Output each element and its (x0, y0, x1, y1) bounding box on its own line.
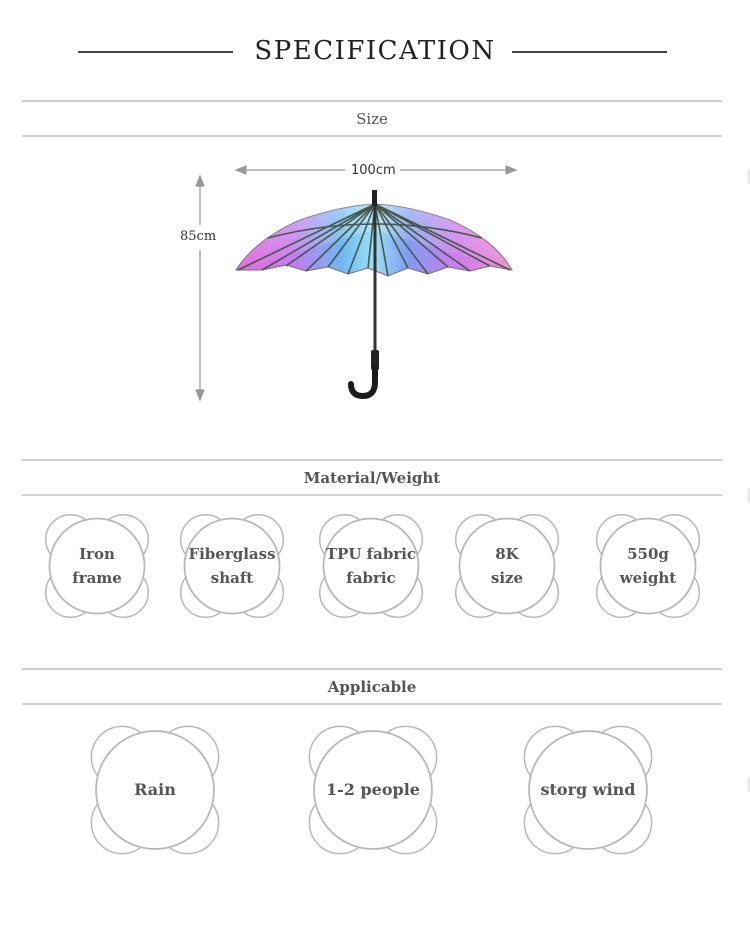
section-header-applicable (22, 668, 722, 705)
material-line1: 550g (627, 545, 669, 563)
divider (22, 459, 722, 461)
width-dimension-label: 100cm (351, 163, 396, 178)
material-badge-text (594, 512, 702, 620)
section-label-material: Material/Weight (303, 469, 441, 487)
material-line2: shaft (210, 569, 254, 587)
divider (22, 100, 722, 102)
page-title: SPECIFICATION (254, 36, 496, 66)
material-badge-text (178, 512, 286, 620)
material-line1: 8K (495, 545, 519, 563)
material-badge (43, 512, 151, 620)
applicable-badge (306, 723, 440, 857)
material-badge (453, 512, 561, 620)
applicable-badge (521, 723, 655, 857)
height-dimension-label: 85cm (180, 229, 217, 244)
material-badge-text (317, 512, 425, 620)
material-line2: frame (72, 569, 122, 587)
section-header-size (22, 100, 722, 137)
material-line2: fabric (346, 569, 396, 587)
height-arrow (196, 176, 204, 400)
divider (22, 668, 722, 670)
section-label-applicable: Applicable (327, 678, 417, 696)
material-line1: Fiberglass (188, 545, 276, 563)
umbrella-diagram (0, 150, 750, 450)
material-badge-text (453, 512, 561, 620)
section-header-material (22, 459, 722, 496)
material-badge (178, 512, 286, 620)
material-badge (594, 512, 702, 620)
material-line1: Iron (79, 545, 115, 563)
applicable-badge-text: 1-2 people (326, 780, 420, 799)
material-line2: size (490, 569, 524, 587)
applicable-badge-text: storg wind (540, 780, 636, 799)
material-badge-text (43, 512, 151, 620)
applicable-badge (88, 723, 222, 857)
material-line1: TPU fabric (325, 545, 417, 563)
material-badge (317, 512, 425, 620)
material-line2: weight (619, 569, 677, 587)
divider (22, 135, 722, 137)
divider (22, 703, 722, 705)
applicable-badge-text: Rain (134, 780, 176, 799)
umbrella-handle (351, 368, 375, 396)
section-label-size: Size (356, 110, 388, 128)
divider (22, 494, 722, 496)
